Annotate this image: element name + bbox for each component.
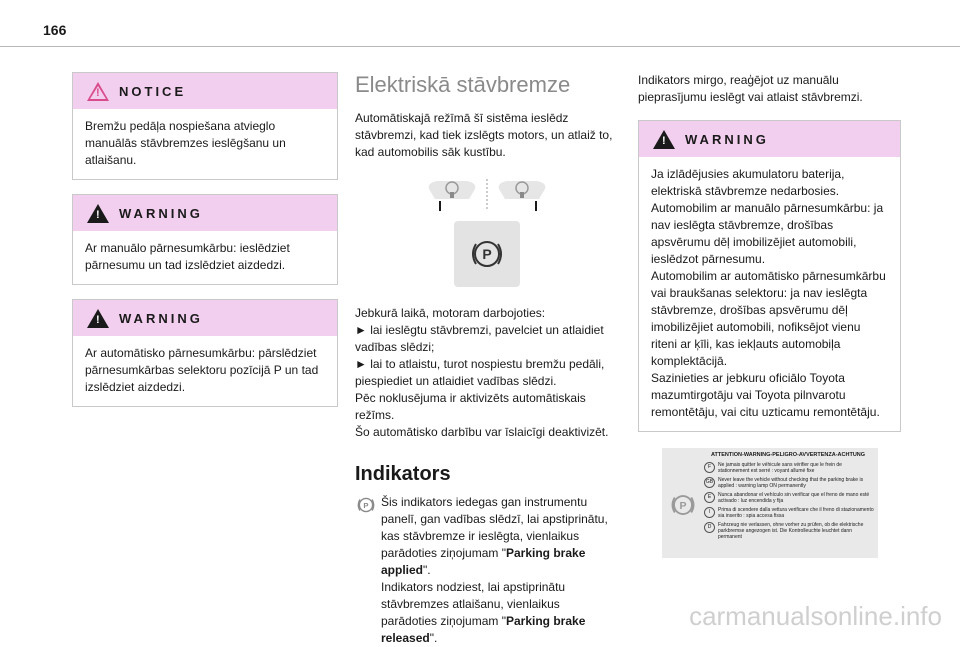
label-line: E Nunca abandonar el vehículo sin verificar que el freno de mano esté activado : luz encendida y fija bbox=[704, 492, 874, 504]
language-flag: GB bbox=[704, 477, 715, 488]
notice-text: Bremžu pedāļa nospiešana atvieglo manuālās stāvbremzes ieslēgšanu un atlaišanu. bbox=[85, 119, 286, 167]
parking-brake-switch bbox=[454, 221, 520, 287]
watermark: carmanualsonline.info bbox=[689, 601, 942, 631]
intro-text: Automātiskajā režīmā šī sistēma ieslēdz stāvbremzi, kad tiek izslēgts motors, un atlaiž to, kad automobilis sāk kustību. bbox=[355, 111, 613, 159]
notice-title: NOTICE bbox=[119, 83, 187, 99]
warning-label-image bbox=[662, 448, 878, 558]
step-line: Pēc noklusējuma ir aktivizēts automātiskais režīms. bbox=[355, 391, 586, 422]
indicator-on-text: Šis indikators iedegas gan instrumentu panelī, gan vadības slēdzī, lai apstiprinātu, kas stāvbremze ir ieslēgta, vienlaikus parādoties ziņojumam "Parking brake applied". Indikators nodziest, lai apstiprinātu stāvbremzes atlaišanu, vienlaikus parādoties ziņojumam "Parking brake released". bbox=[381, 495, 608, 645]
warning-icon: ! bbox=[87, 309, 109, 328]
middle-column bbox=[355, 72, 618, 647]
svg-text:P: P bbox=[679, 499, 687, 512]
indicator-row bbox=[355, 494, 618, 647]
flashing-indicator-text: Indikators mirgo, reaģējot uz manuālu pieprasījumu ieslēgt vai atlaist stāvbremzi. bbox=[638, 73, 863, 104]
language-flag: F bbox=[704, 462, 715, 473]
header-rule bbox=[0, 46, 960, 47]
parking-brake-illustration bbox=[355, 175, 618, 215]
label-line: GB Never leave the vehicle without checking that the parking brake is applied : warning lamp ON permanently bbox=[705, 477, 864, 489]
step-line: ► lai ieslēgtu stāvbremzi, pavelciet un atlaidiet vadības slēdzi; bbox=[355, 323, 604, 354]
warning-text: Ar automātisko pārnesumkārbu: pārslēdziet pārnesumkārbas selektoru pozīcijā P un tad izslēdziet aizdedzi. bbox=[85, 346, 319, 394]
svg-text:P: P bbox=[481, 246, 492, 262]
right-column bbox=[638, 72, 901, 558]
label-line: D Fahrzeug nie verlassen, ohne vorher zu prüfen, ob die elektrische parkbremse angezogen ist. Die Kontrolleuchte leuchtet dann permanent bbox=[704, 522, 874, 540]
warning-paragraph: Sazinieties ar jebkuru oficiālo Toyota mazumtirgotāju vai Toyota pilnvarotu remontētāju, vai citu uzticamu remontētāju. bbox=[651, 371, 880, 419]
notice-box bbox=[72, 72, 338, 180]
parking-brake-icon bbox=[467, 234, 507, 274]
warning-box-automatic bbox=[72, 299, 338, 407]
parking-brake-icon bbox=[668, 490, 698, 520]
warning-paragraph: Ja izlādējusies akumulatoru baterija, elektriskā stāvbremze nedarbosies. bbox=[651, 167, 845, 198]
step-line: Jebkurā laikā, motoram darbojoties: bbox=[355, 306, 546, 320]
language-flag: D bbox=[704, 522, 715, 533]
section-title: Elektriskā stāvbremze bbox=[355, 72, 571, 97]
parking-brake-indicator-icon bbox=[355, 494, 377, 516]
warning-title: WARNING bbox=[685, 131, 769, 147]
warning-title: WARNING bbox=[119, 310, 203, 326]
warning-box-manual bbox=[72, 194, 338, 285]
warning-title: WARNING bbox=[119, 205, 203, 221]
warning-icon: ! bbox=[653, 130, 675, 149]
step-line: ► lai to atlaistu, turot nospiestu bremžu pedāli, piespiediet un atlaidiet vadības slēdzi. bbox=[355, 357, 605, 388]
label-line: F Ne jamais quitter le véhicule sans vérifier que le frein de stationnement est serré : voyant allumé fixe bbox=[704, 462, 874, 474]
left-column bbox=[72, 72, 338, 421]
warning-icon: ! bbox=[87, 204, 109, 223]
warning-paragraph: Automobilim ar manuālo pārnesumkārbu: ja nav ieslēgta stāvbremze, drošības apsvērumu dēļ imobilizējiet automobili, ieslēdzot pārnesumu. bbox=[651, 201, 884, 266]
label-banner: ATTENTION-WARNING-PELIGRO-AVVERTENZA-ACHTUNG bbox=[710, 452, 866, 458]
label-line: I Prima di scendere dalla vettura verificare che il freno di stazionamento sia inserito : spia accesa fissa bbox=[704, 507, 874, 519]
steering-wheel-icon bbox=[417, 175, 557, 215]
indicators-heading: Indikators bbox=[355, 463, 451, 485]
language-flag: E bbox=[704, 492, 715, 503]
language-flag: I bbox=[704, 507, 715, 518]
warning-paragraph: Automobilim ar automātisko pārnesumkārbu vai braukšanas selektoru: ja nav ieslēgta stāvbremze, drošības apsvērumu dēļ imobilizējiet automobili, nofiksējot vienu riteni ar ķīli, kas iekļauts automobiļa komplektācijā. bbox=[651, 269, 886, 368]
warning-text: Ar manuālo pārnesumkārbu: ieslēdziet pārnesumu un tad izslēdziet aizdedzi. bbox=[85, 241, 290, 272]
svg-text:P: P bbox=[363, 500, 369, 510]
warning-box-battery bbox=[638, 120, 901, 432]
step-line: Šo automātisko darbību var īslaicīgi deaktivizēt. bbox=[355, 425, 609, 439]
page-number: 166 bbox=[43, 22, 67, 38]
notice-icon: ! bbox=[87, 82, 109, 101]
